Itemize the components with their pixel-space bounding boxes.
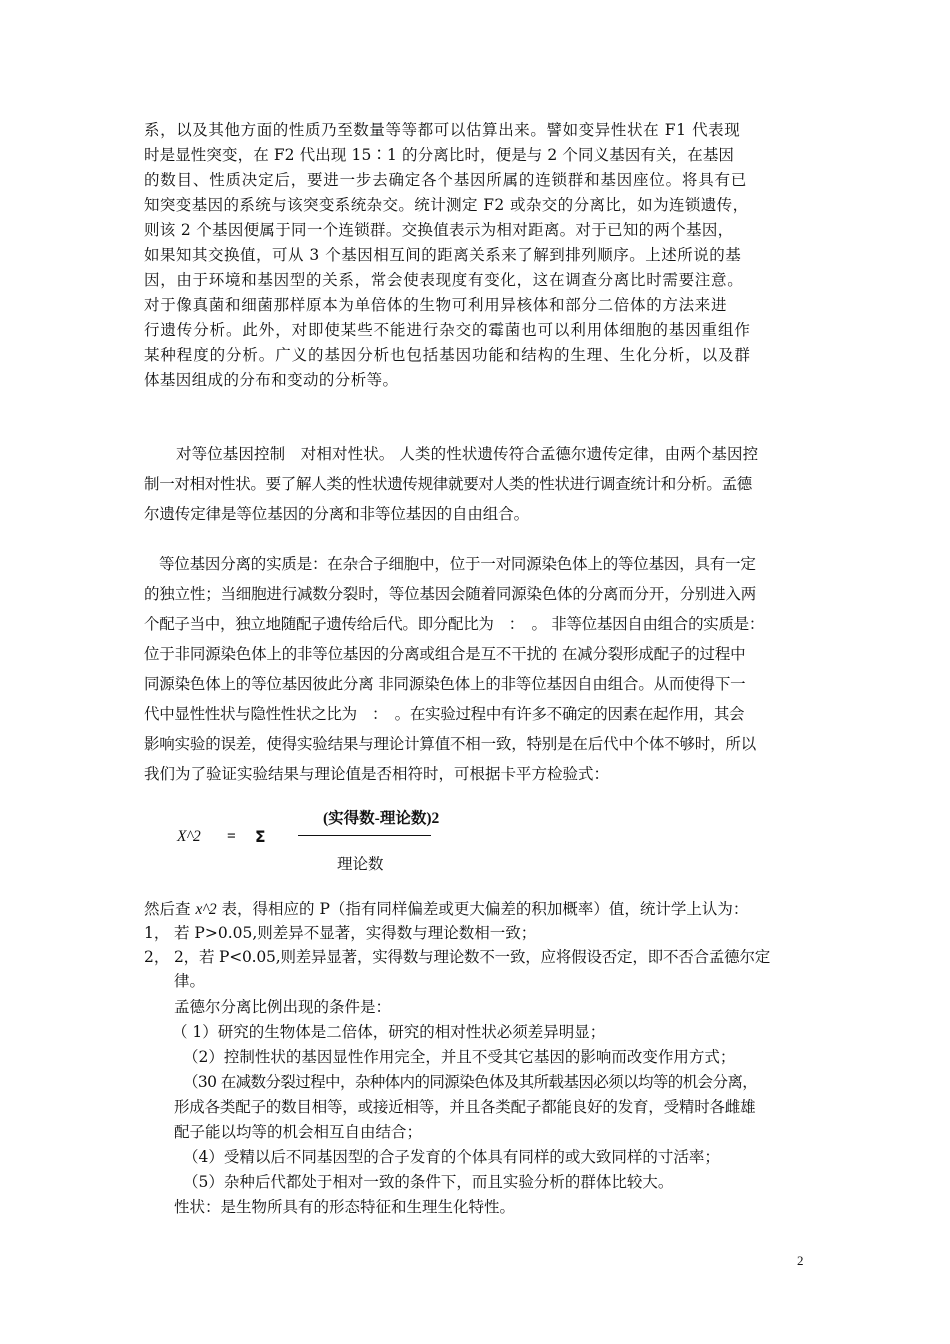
condition-item: 形成各类配子的数目相等，或接近相等，并且各类配子都能良好的发育，受精时各雌雄 (174, 1098, 756, 1116)
fraction-bar (298, 835, 431, 836)
text-line: 等位基因分离的实质是：在杂合子细胞中，位于一对同源染色体上的等位基因，具有一定 (159, 555, 756, 573)
condition-item: 配子能以均等的机会相互自由结合； (174, 1123, 423, 1141)
condition-item: （30 在减数分裂过程中，杂种体内的同源染色体及其所载基因必须以均等的机会分离， (183, 1073, 758, 1091)
text-segment: 然后查 (144, 900, 196, 918)
text-line: 行遗传分析。此外，对即使某些不能进行杂交的霉菌也可以利用体细胞的基因重组作 (144, 321, 751, 339)
text-line: 如果知其交换值，可从 3 个基因相互间的距离关系来了解到排列顺序。上述所说的基 (144, 246, 742, 264)
text-line: 个配子当中，独立地随配子遗传给后代。即分配比为 ： 。 非等位基因自由组合的实质是： (144, 615, 765, 633)
text-line: 时是显性突变，在 F2 代出现 15∶1 的分离比时，便是与 2 个同义基因有关，在基因 (144, 146, 735, 164)
list-item: 2，若 P<0.05,则差异显著，实得数与理论数不一致，应将假设否定，即不否合孟德尔定 (174, 948, 771, 966)
text-line: 对等位基因控制 对相对性状。 人类的性状遗传符合孟德尔遗传定律，由两个基因控 (176, 445, 759, 463)
text-line: 知突变基因的系统与该突变系统杂交。统计测定 F2 或杂交的分离比，如为连锁遗传， (144, 196, 749, 214)
text-line: 尔遗传定律是等位基因的分离和非等位基因的自由组合。 (144, 505, 530, 523)
text-line: 则该 2 个基因便属于同一个连锁群。交换值表示为相对距离。对于已知的两个基因， (144, 221, 734, 239)
formula-sigma: Σ (255, 828, 266, 846)
list-item: 2， (144, 948, 170, 966)
condition-item: （2）控制性状的基因显性作用完全，并且不受其它基因的影响而改变作用方式； (183, 1048, 736, 1066)
page-number: 2 (797, 1253, 804, 1268)
text-line: 某种程度的分析。广义的基因分析也包括基因功能和结构的生理、生化分析，以及群 (144, 346, 751, 364)
list-item: 1， (144, 924, 170, 942)
condition-item: （5）杂种后代都处于相对一致的条件下，而且实验分析的群体比较大。 (183, 1173, 674, 1191)
text-line: 的数目、性质决定后，要进一步去确定各个基因所属的连锁群和基因座位。将具有已 (144, 171, 748, 189)
text-line: 影响实验的误差，使得实验结果与理论计算值不相一致，特别是在后代中个体不够时，所以 (144, 735, 757, 753)
text-segment: 表，得相应的 P（指有同样偏差或更大偏差的积加概率）值，统计学上认为： (216, 900, 749, 918)
formula-denominator: 理论数 (337, 855, 384, 873)
conditions-heading: 孟德尔分离比例出现的条件是： (174, 998, 392, 1016)
text-line: 我们为了验证实验结果与理论值是否相符时，可根据卡平方检验式： (144, 765, 610, 783)
text-line: 制一对相对性状。要了解人类的性状遗传规律就要对人类的性状进行调查统计和分析。孟德 (144, 475, 753, 493)
text-line: 同源染色体上的等位基因彼此分离 非同源染色体上的非等位基因自由组合。从而使得下一 (144, 675, 746, 693)
formula-lhs: X^2 (177, 828, 201, 845)
text-line: 因，由于环境和基因型的关系，常会使表现度有变化，这在调查分离比时需要注意。 (144, 271, 744, 289)
text-line: 位于非同源染色体上的非等位基因的分离或组合是互不干扰的 在减分裂形成配子的过程中 (144, 645, 746, 663)
formula-numerator: (实得数-理论数)2 (323, 810, 440, 827)
text-line: 代中显性性状与隐性性状之比为 ： 。在实验过程中有许多不确定的因素在起作用，其会 (144, 705, 745, 723)
list-item: 若 P>0.05,则差异不显著，实得数与理论数相一致； (174, 924, 537, 942)
text-line: 系，以及其他方面的性质乃至数量等等都可以估算出来。譬如变异性状在 F1 代表现 (144, 121, 741, 139)
text-line (144, 902, 748, 918)
list-item: 律。 (174, 972, 206, 990)
text-line: 对于像真菌和细菌那样原本为单倍体的生物可利用异核体和部分二倍体的方法来进 (144, 296, 728, 314)
chi-square-symbol: x^2 (195, 901, 217, 918)
text-line: 体基因组成的分布和变动的分析等。 (144, 371, 399, 389)
condition-item: （ 1）研究的生物体是二倍体，研究的相对性状必须差异明显； (172, 1023, 606, 1041)
text-line: 的独立性；当细胞进行减数分裂时，等位基因会随着同源染色体的分离而分开，分别进入两 (144, 585, 757, 603)
condition-item: （4）受精以后不同基因型的合子发育的个体具有同样的或大致同样的寸活率； (183, 1148, 720, 1166)
formula-equals: = (227, 828, 236, 845)
trait-definition: 性状：是生物所具有的形态特征和生理生化特性。 (174, 1198, 516, 1216)
